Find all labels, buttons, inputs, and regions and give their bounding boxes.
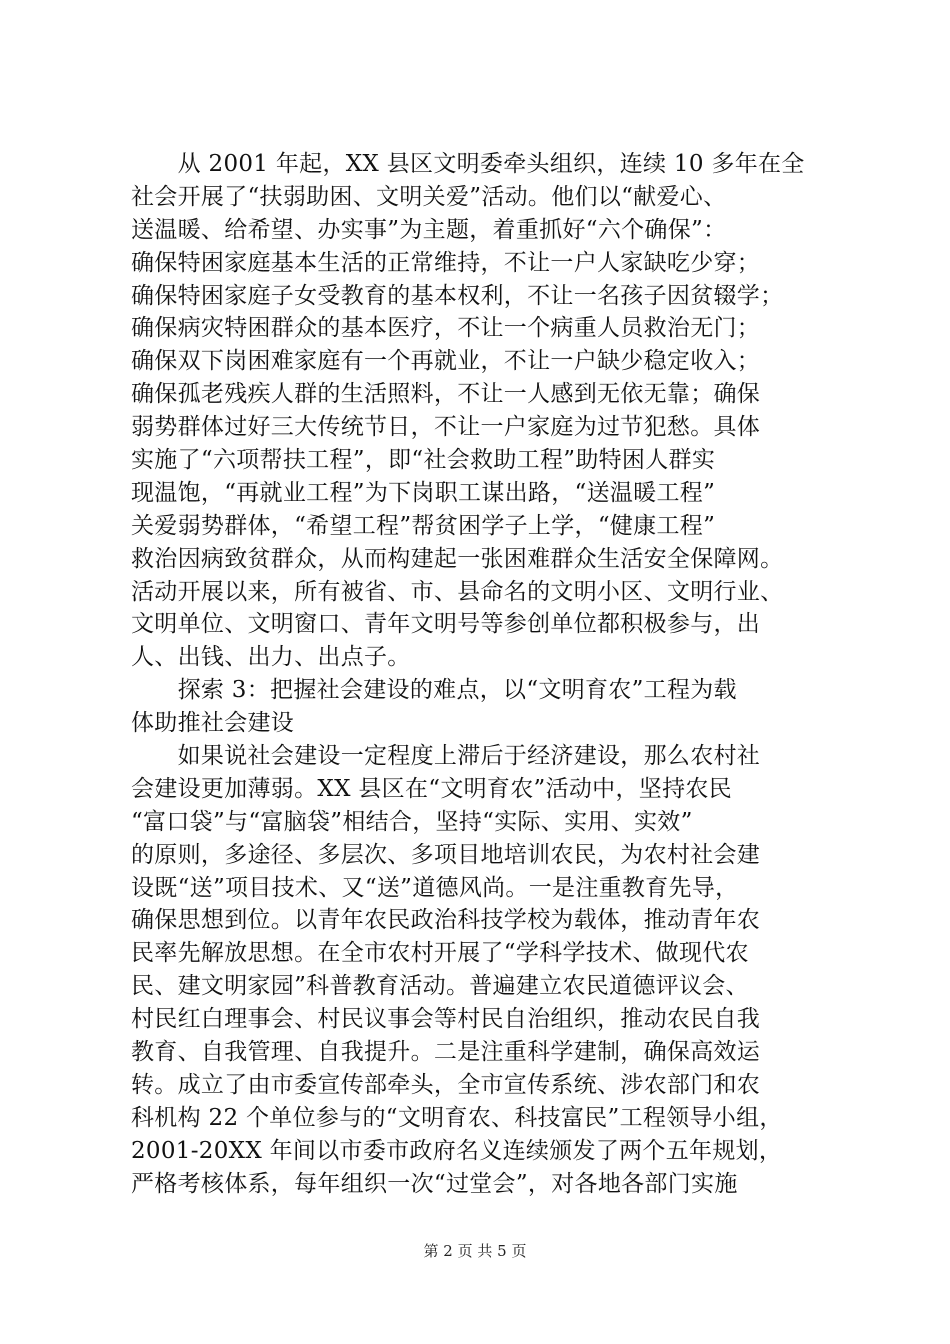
document-body [131,148,843,1201]
text-line: 确保思想到位。以青年农民政治科技学校为载体，推动青年农 [131,907,761,934]
text-line: 民、建文明家园”科普教育活动。普遍建立农民道德评议会、 [131,973,749,1000]
page-footer: 第 2 页 共 5 页 [423,1242,527,1260]
text-line: 设既“送”项目技术、又“送”道德风尚。一是注重教育先导， [131,874,739,901]
text-line: 确保特困家庭基本生活的正常维持，不让一户人家缺吃少穿； [131,249,761,276]
text-line: 科机构 22 个单位参与的“文明育农、科技富民”工程领导小组， [131,1104,783,1131]
text-line: 民率先解放思想。在全市农村开展了“学科学技术、做现代农 [131,940,749,967]
text-line: 人、出钱、出力、出点子。 [131,644,411,671]
text-line: 探索 3：把握社会建设的难点，以“文明育农”工程为载 [131,677,737,704]
text-line: 确保孤老残疾人群的生活照料，不让一人感到无依无靠；确保 [131,381,761,408]
text-line: 如果说社会建设一定程度上滞后于经济建设，那么农村社 [131,743,761,770]
text-line: 的原则，多途径、多层次、多项目地培训农民，为农村社会建 [131,841,761,868]
text-line: 社会开展了“扶弱助困、文明关爱”活动。他们以“献爱心、 [131,183,727,210]
text-line: 确保特困家庭子女受教育的基本权利，不让一名孩子因贫辍学； [131,282,784,309]
text-line: 活动开展以来，所有被省、市、县命名的文明小区、文明行业、 [131,578,784,605]
text-line: 确保病灾特困群众的基本医疗，不让一个病重人员救治无门； [131,315,761,342]
text-line: 关爱弱势群体，“希望工程”帮贫困学子上学，“健康工程” [131,512,716,539]
text-line: 送温暖、给希望、办实事”为主题，着重抓好“六个确保”： [131,216,727,243]
text-line: 文明单位、文明窗口、青年文明号等参创单位都积极参与，出 [131,611,761,638]
text-line: 2001-20XX 年间以市委市政府名义连续颁发了两个五年规划， [131,1137,783,1164]
text-line: 弱势群体过好三大传统节日，不让一户家庭为过节犯愁。具体 [131,414,761,441]
text-line: 现温饱，“再就业工程”为下岗职工谋出路，“送温暖工程” [131,479,716,506]
text-line: 体助推社会建设 [131,710,295,737]
text-line: 从 2001 年起，XX 县区文明委牵头组织，连续 10 多年在全 [131,151,805,177]
text-line: 严格考核体系，每年组织一次“过堂会”，对各地各部门实施 [131,1170,738,1197]
text-line: 实施了“六项帮扶工程”，即“社会救助工程”助特困人群实 [131,447,716,474]
text-line: 确保双下岗困难家庭有一个再就业，不让一户缺少稳定收入； [131,348,761,375]
text-line: “富口袋”与“富脑袋”相结合，坚持“实际、实用、实效” [131,808,693,835]
text-line: 救治因病致贫群众，从而构建起一张困难群众生活安全保障网。 [131,545,784,572]
text-line: 村民红白理事会、村民议事会等村民自治组织，推动农民自我 [131,1006,761,1033]
text-line: 转。成立了由市委宣传部牵头，全市宣传系统、涉农部门和农 [131,1071,761,1098]
text-line: 教育、自我管理、自我提升。二是注重科学建制，确保高效运 [131,1039,761,1066]
text-line: 会建设更加薄弱。XX 县区在“文明育农”活动中，坚持农民 [131,775,732,802]
